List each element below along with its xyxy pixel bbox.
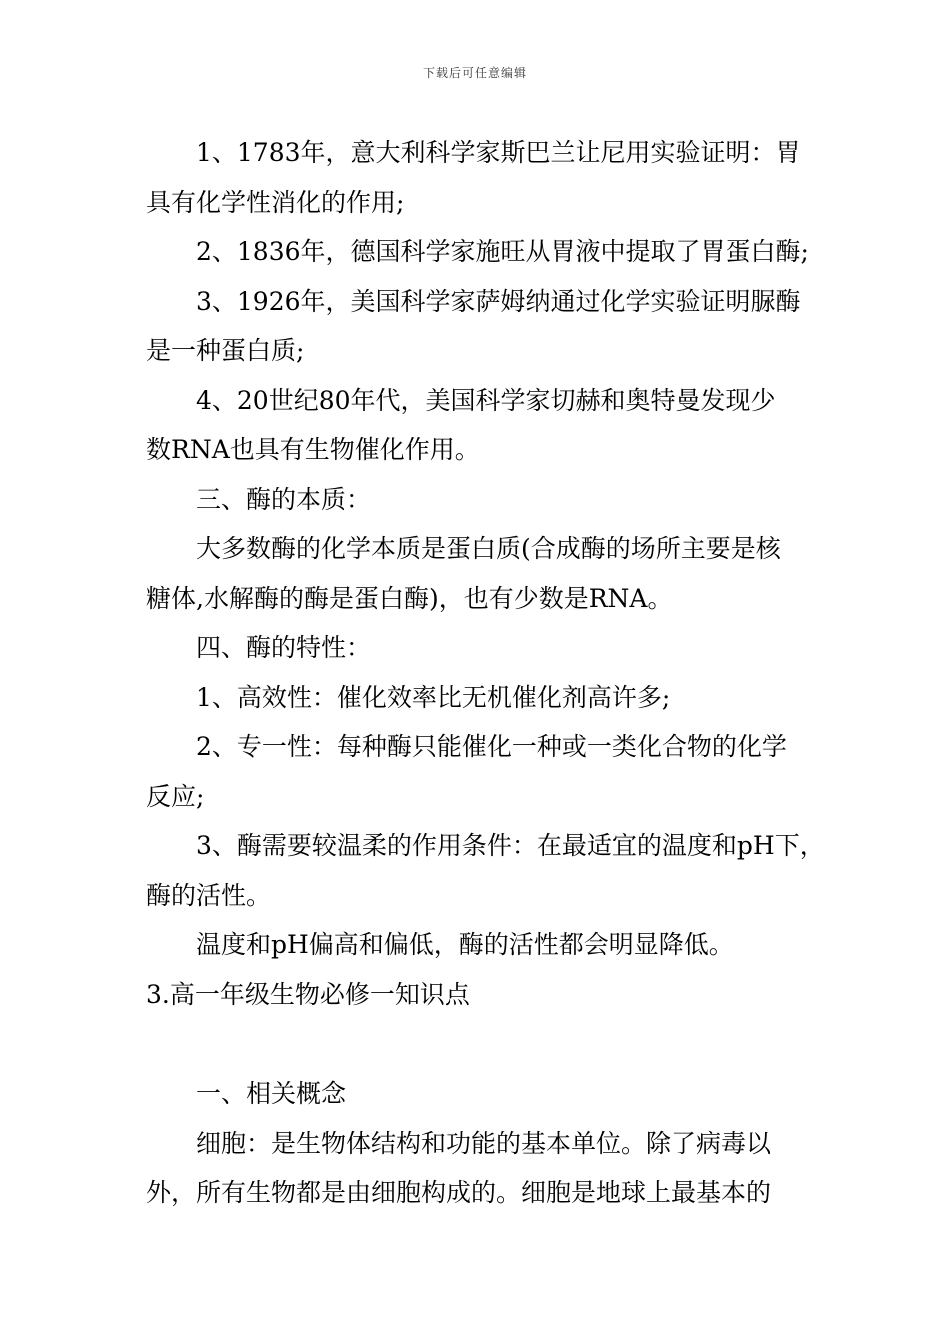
paragraph-line: 1、高效性：催化效率比无机催化剂高许多; [196,682,671,712]
document-section-title: 3.高一年级生物必修一知识点 [146,979,470,1009]
paragraph-line: 数RNA也具有生物催化作用。 [146,435,480,464]
paragraph-line: 外，所有生物都是由细胞构成的。细胞是地球上最基本的 [146,1178,772,1207]
paragraph-line: 2、1836年，德国科学家施旺从胃液中提取了胃蛋白酶; [196,237,809,266]
paragraph-line: 具有化学性消化的作用; [146,187,405,217]
blank-line [146,1019,816,1069]
section-heading: 四、酶的特性： [196,633,372,662]
paragraph-line: 细胞：是生物体结构和功能的基本单位。除了病毒以 [196,1128,772,1158]
paragraph-line: 大多数酶的化学本质是蛋白质(合成酶的场所主要是核 [196,534,781,563]
page-header-note: 下载后可任意编辑 [422,66,527,80]
paragraph-line: 2、专一性：每种酶只能催化一种或一类化合物的化学 [196,732,787,761]
paragraph-line: 3、1926年，美国科学家萨姆纳通过化学实验证明脲酶 [196,286,801,316]
paragraph-line: 温度和pH偏高和偏低，酶的活性都会明显降低。 [196,930,734,959]
paragraph-line: 糖体,水解酶的酶是蛋白酶)，也有少数是RNA。 [146,583,673,613]
paragraph-line: 反应; [146,781,205,811]
paragraph-line: 4、20世纪80年代，美国科学家切赫和奥特曼发现少 [196,385,776,415]
paragraph-line: 酶的活性。 [146,880,272,910]
paragraph-line: 是一种蛋白质; [146,336,305,365]
paragraph-line: 1、1783年，意大利科学家斯巴兰让尼用实验证明：胃 [196,138,801,167]
section-heading: 一、相关概念 [196,1079,347,1108]
paragraph-line: 3、酶需要较温柔的作用条件：在最适宜的温度和pH下， [196,831,825,860]
document-body [146,128,825,1218]
section-heading: 三、酶的本质： [196,484,372,514]
